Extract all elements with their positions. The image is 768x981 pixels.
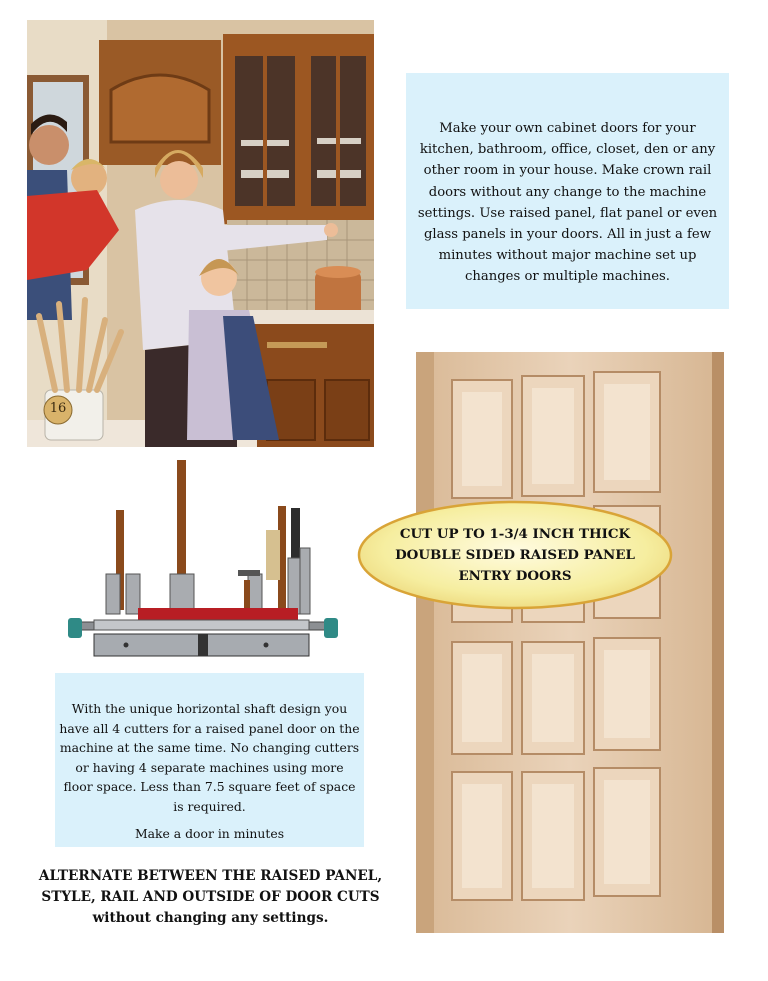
- raised-panel-door-photo: [416, 352, 724, 933]
- alternate-cuts-subtitle: without changing any settings.: [92, 910, 329, 926]
- page-number-badge: 16: [49, 401, 67, 416]
- kitchen-family-photo: [27, 20, 374, 447]
- intro-paragraph: Make your own cabinet doors for your kitchen, bathroom, office, closet, den or any other room in your house. Make crown rail doors without any change to the machine settings. Use raised panel, flat panel or even glass panels in your doors. All in just a few minutes without major machine set up changes or multiple machines.: [417, 121, 718, 285]
- callout-text: [356, 524, 674, 587]
- callout-line-2: DOUBLE SIDED RAISED PANEL: [395, 547, 635, 563]
- alternate-cuts-note: [38, 866, 383, 929]
- callout-line-3: ENTRY DOORS: [458, 568, 572, 584]
- door-machine-illustration: [66, 458, 341, 662]
- door-minutes-line: Make a door in minutes: [134, 826, 285, 841]
- shaft-design-paragraph: With the unique horizontal shaft design you have all 4 cutters for a raised panel door on the machine at the same time. No changing cutters or having 4 separate machines using more floor space. Less than 7.5 square feet of space is required.: [59, 701, 360, 814]
- alternate-cuts-title: ALTERNATE BETWEEN THE RAISED PANEL, STYLE, RAIL AND OUTSIDE OF DOOR CUTS: [38, 868, 383, 905]
- shaft-design-text-box: [55, 673, 364, 847]
- callout-line-1: CUT UP TO 1-3/4 INCH THICK: [399, 526, 631, 542]
- intro-text-box: [406, 73, 729, 309]
